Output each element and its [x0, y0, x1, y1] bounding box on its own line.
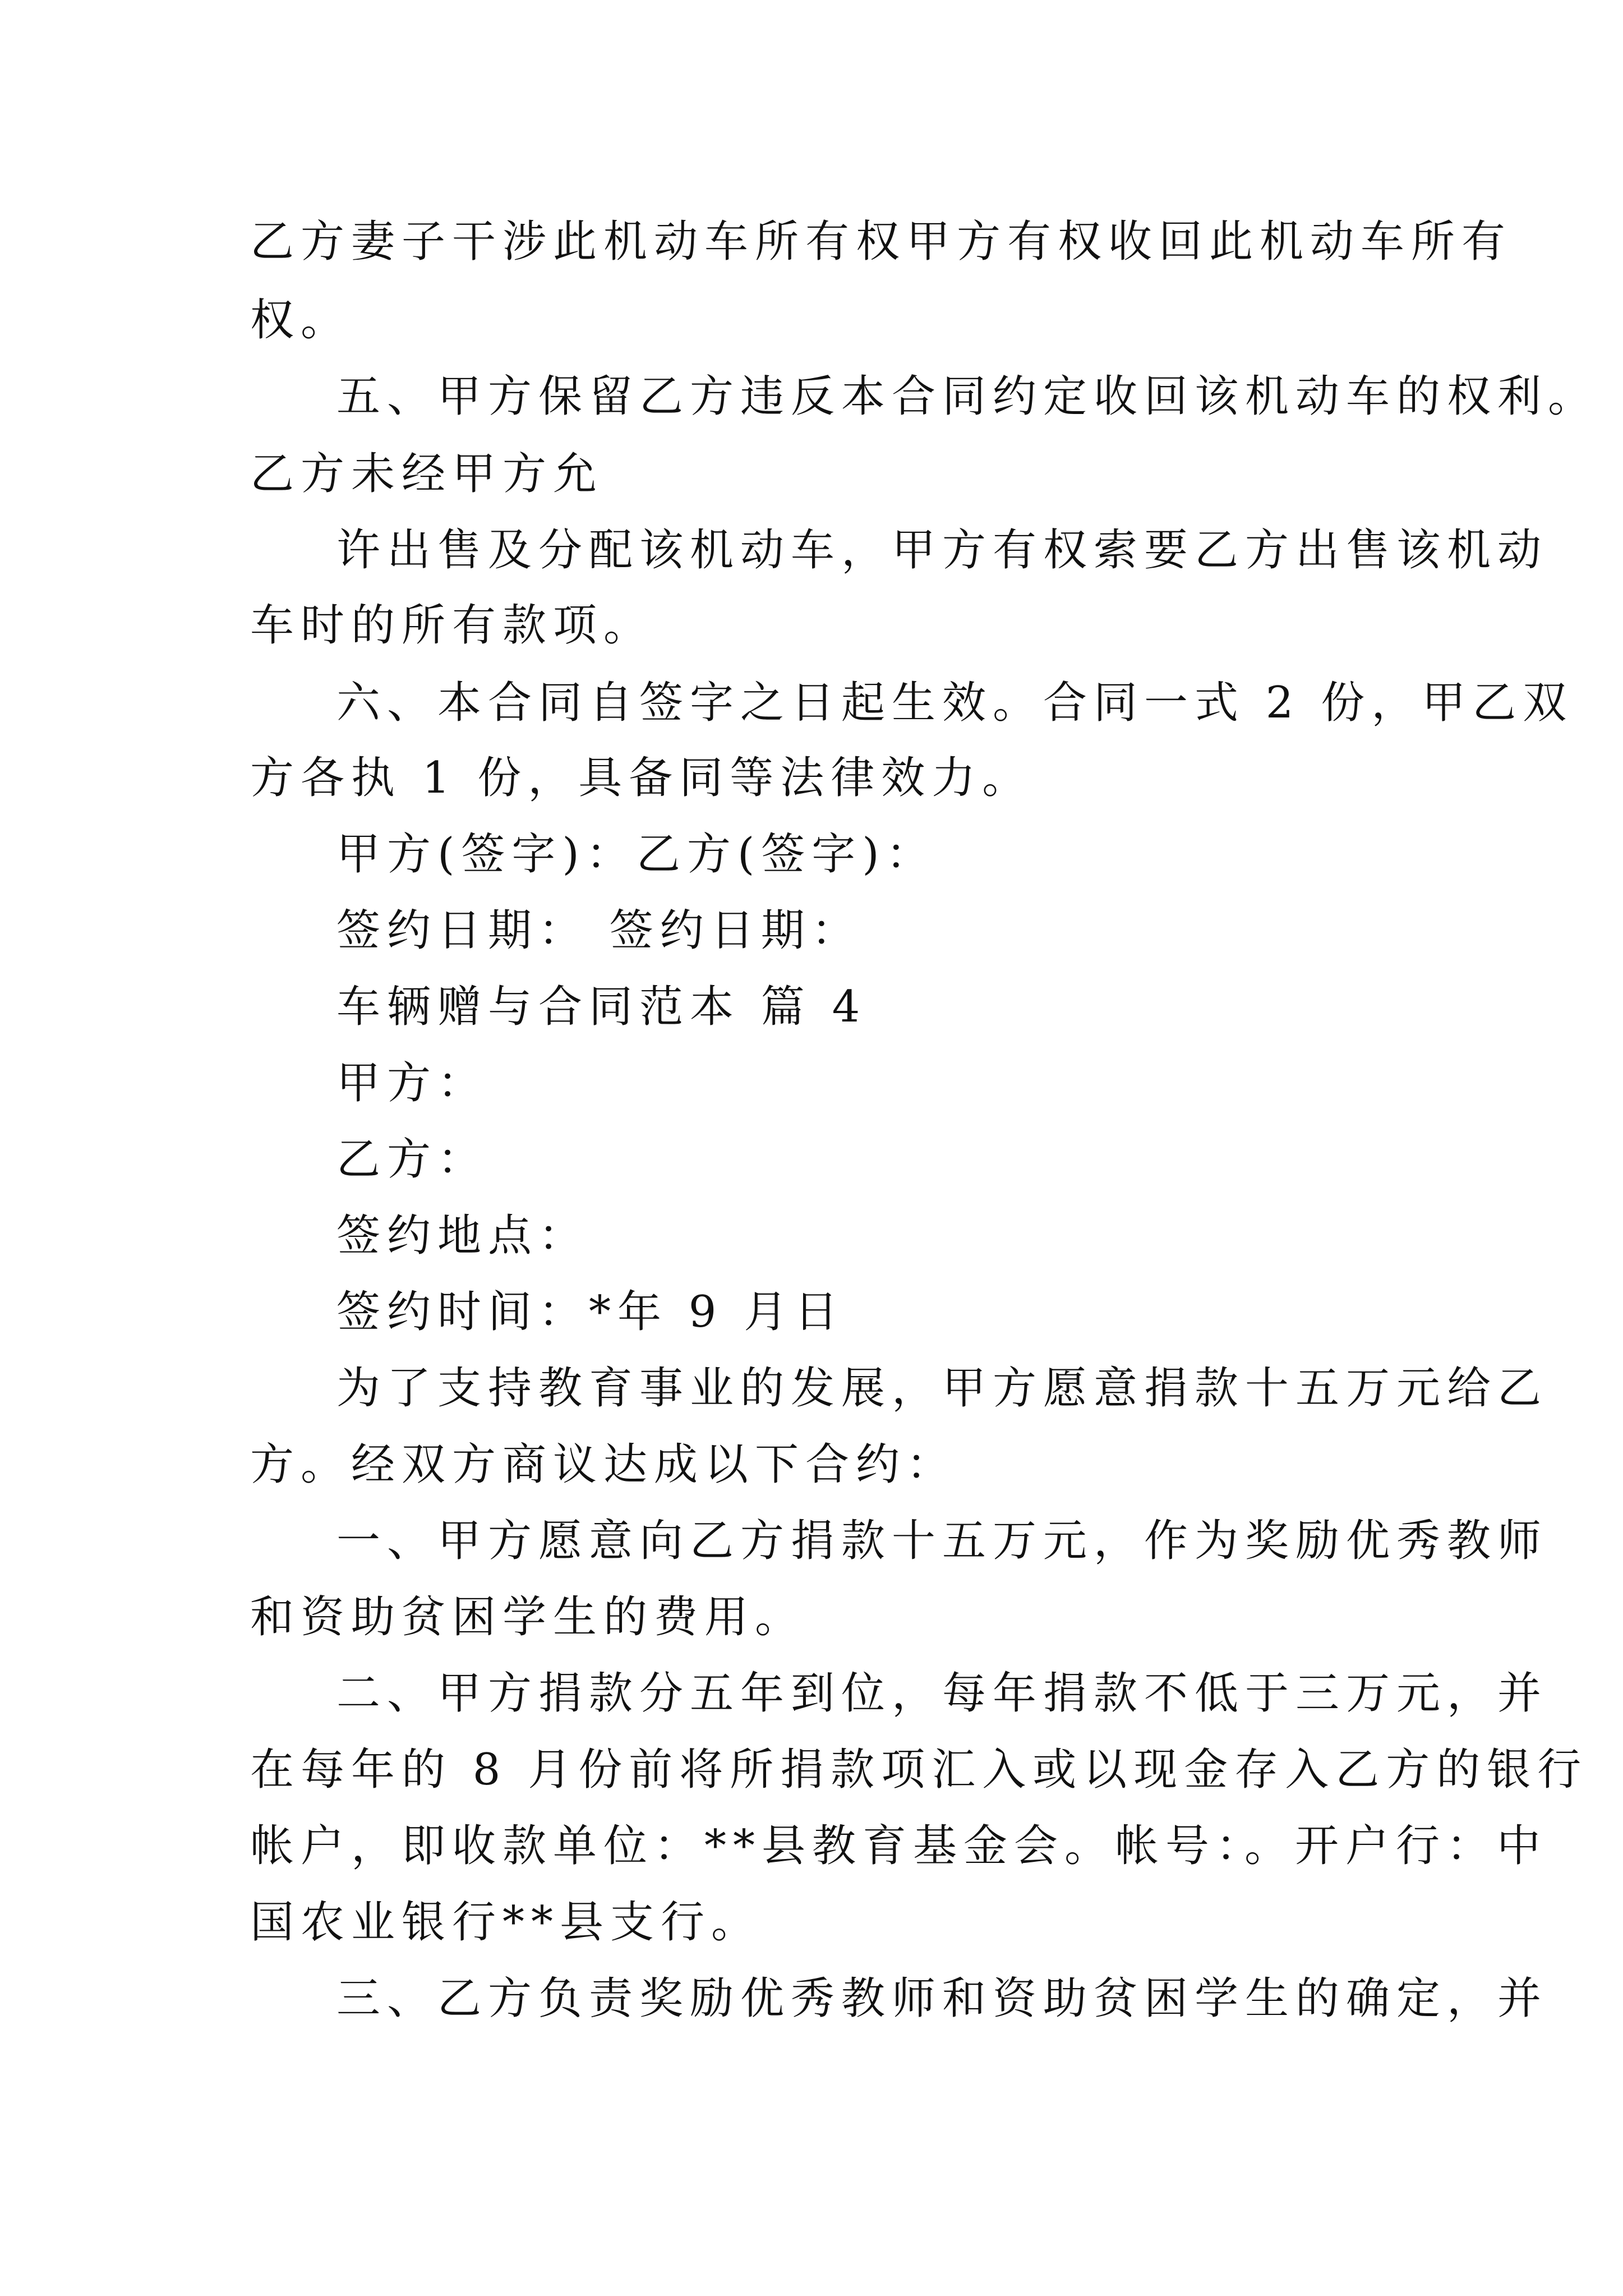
- text-line: 乙方妻子干涉此机动车所有权甲方有权收回此机动车所有: [250, 217, 1513, 267]
- text-line: 一、甲方愿意向乙方捐款十五万元，作为奖励优秀教师: [336, 1516, 1548, 1566]
- text-line: 权。: [250, 295, 352, 346]
- text-line: 方各执 1 份，具备同等法律效力。: [250, 753, 1033, 803]
- text-line: 许出售及分配该机动车，甲方有权索要乙方出售该机动: [336, 525, 1548, 576]
- text-line: 三、乙方负责奖励优秀教师和资助贫困学生的确定，并: [336, 1973, 1548, 2024]
- text-line: 六、本合同自签字之日起生效。合同一式 2 份，甲乙双: [336, 678, 1574, 728]
- section-heading: 车辆赠与合同范本 篇 4: [336, 982, 867, 1032]
- text-line: 五、甲方保留乙方违反本合同约定收回该机动车的权利。: [336, 371, 1599, 422]
- text-line: 为了支持教育事业的发展，甲方愿意捐款十五万元给乙: [336, 1363, 1548, 1414]
- text-line: 签约时间：*年 9 月日: [336, 1287, 845, 1337]
- text-line: 帐户，即收款单位：**县教育基金会。帐号：。开户行：中: [250, 1821, 1548, 1871]
- text-line: 二、甲方捐款分五年到位，每年捐款不低于三万元，并: [336, 1668, 1548, 1719]
- text-line: 乙方：: [336, 1134, 488, 1185]
- text-line: 方。经双方商议达成以下合约：: [250, 1439, 957, 1490]
- text-line: 国农业银行**县支行。: [250, 1897, 762, 1948]
- text-line: 签约地点：: [336, 1211, 589, 1261]
- text-line: 乙方未经甲方允: [250, 449, 604, 499]
- text-line: 甲方(签字)：乙方(签字)：: [336, 829, 937, 880]
- text-line: 和资助贫困学生的费用。: [250, 1592, 806, 1642]
- text-line: 甲方：: [336, 1058, 488, 1108]
- text-line: 签约日期： 签约日期：: [336, 905, 862, 956]
- text-line: 在每年的 8 月份前将所捐款项汇入或以现金存入乙方的银行: [250, 1745, 1588, 1795]
- text-line: 车时的所有款项。: [250, 600, 654, 651]
